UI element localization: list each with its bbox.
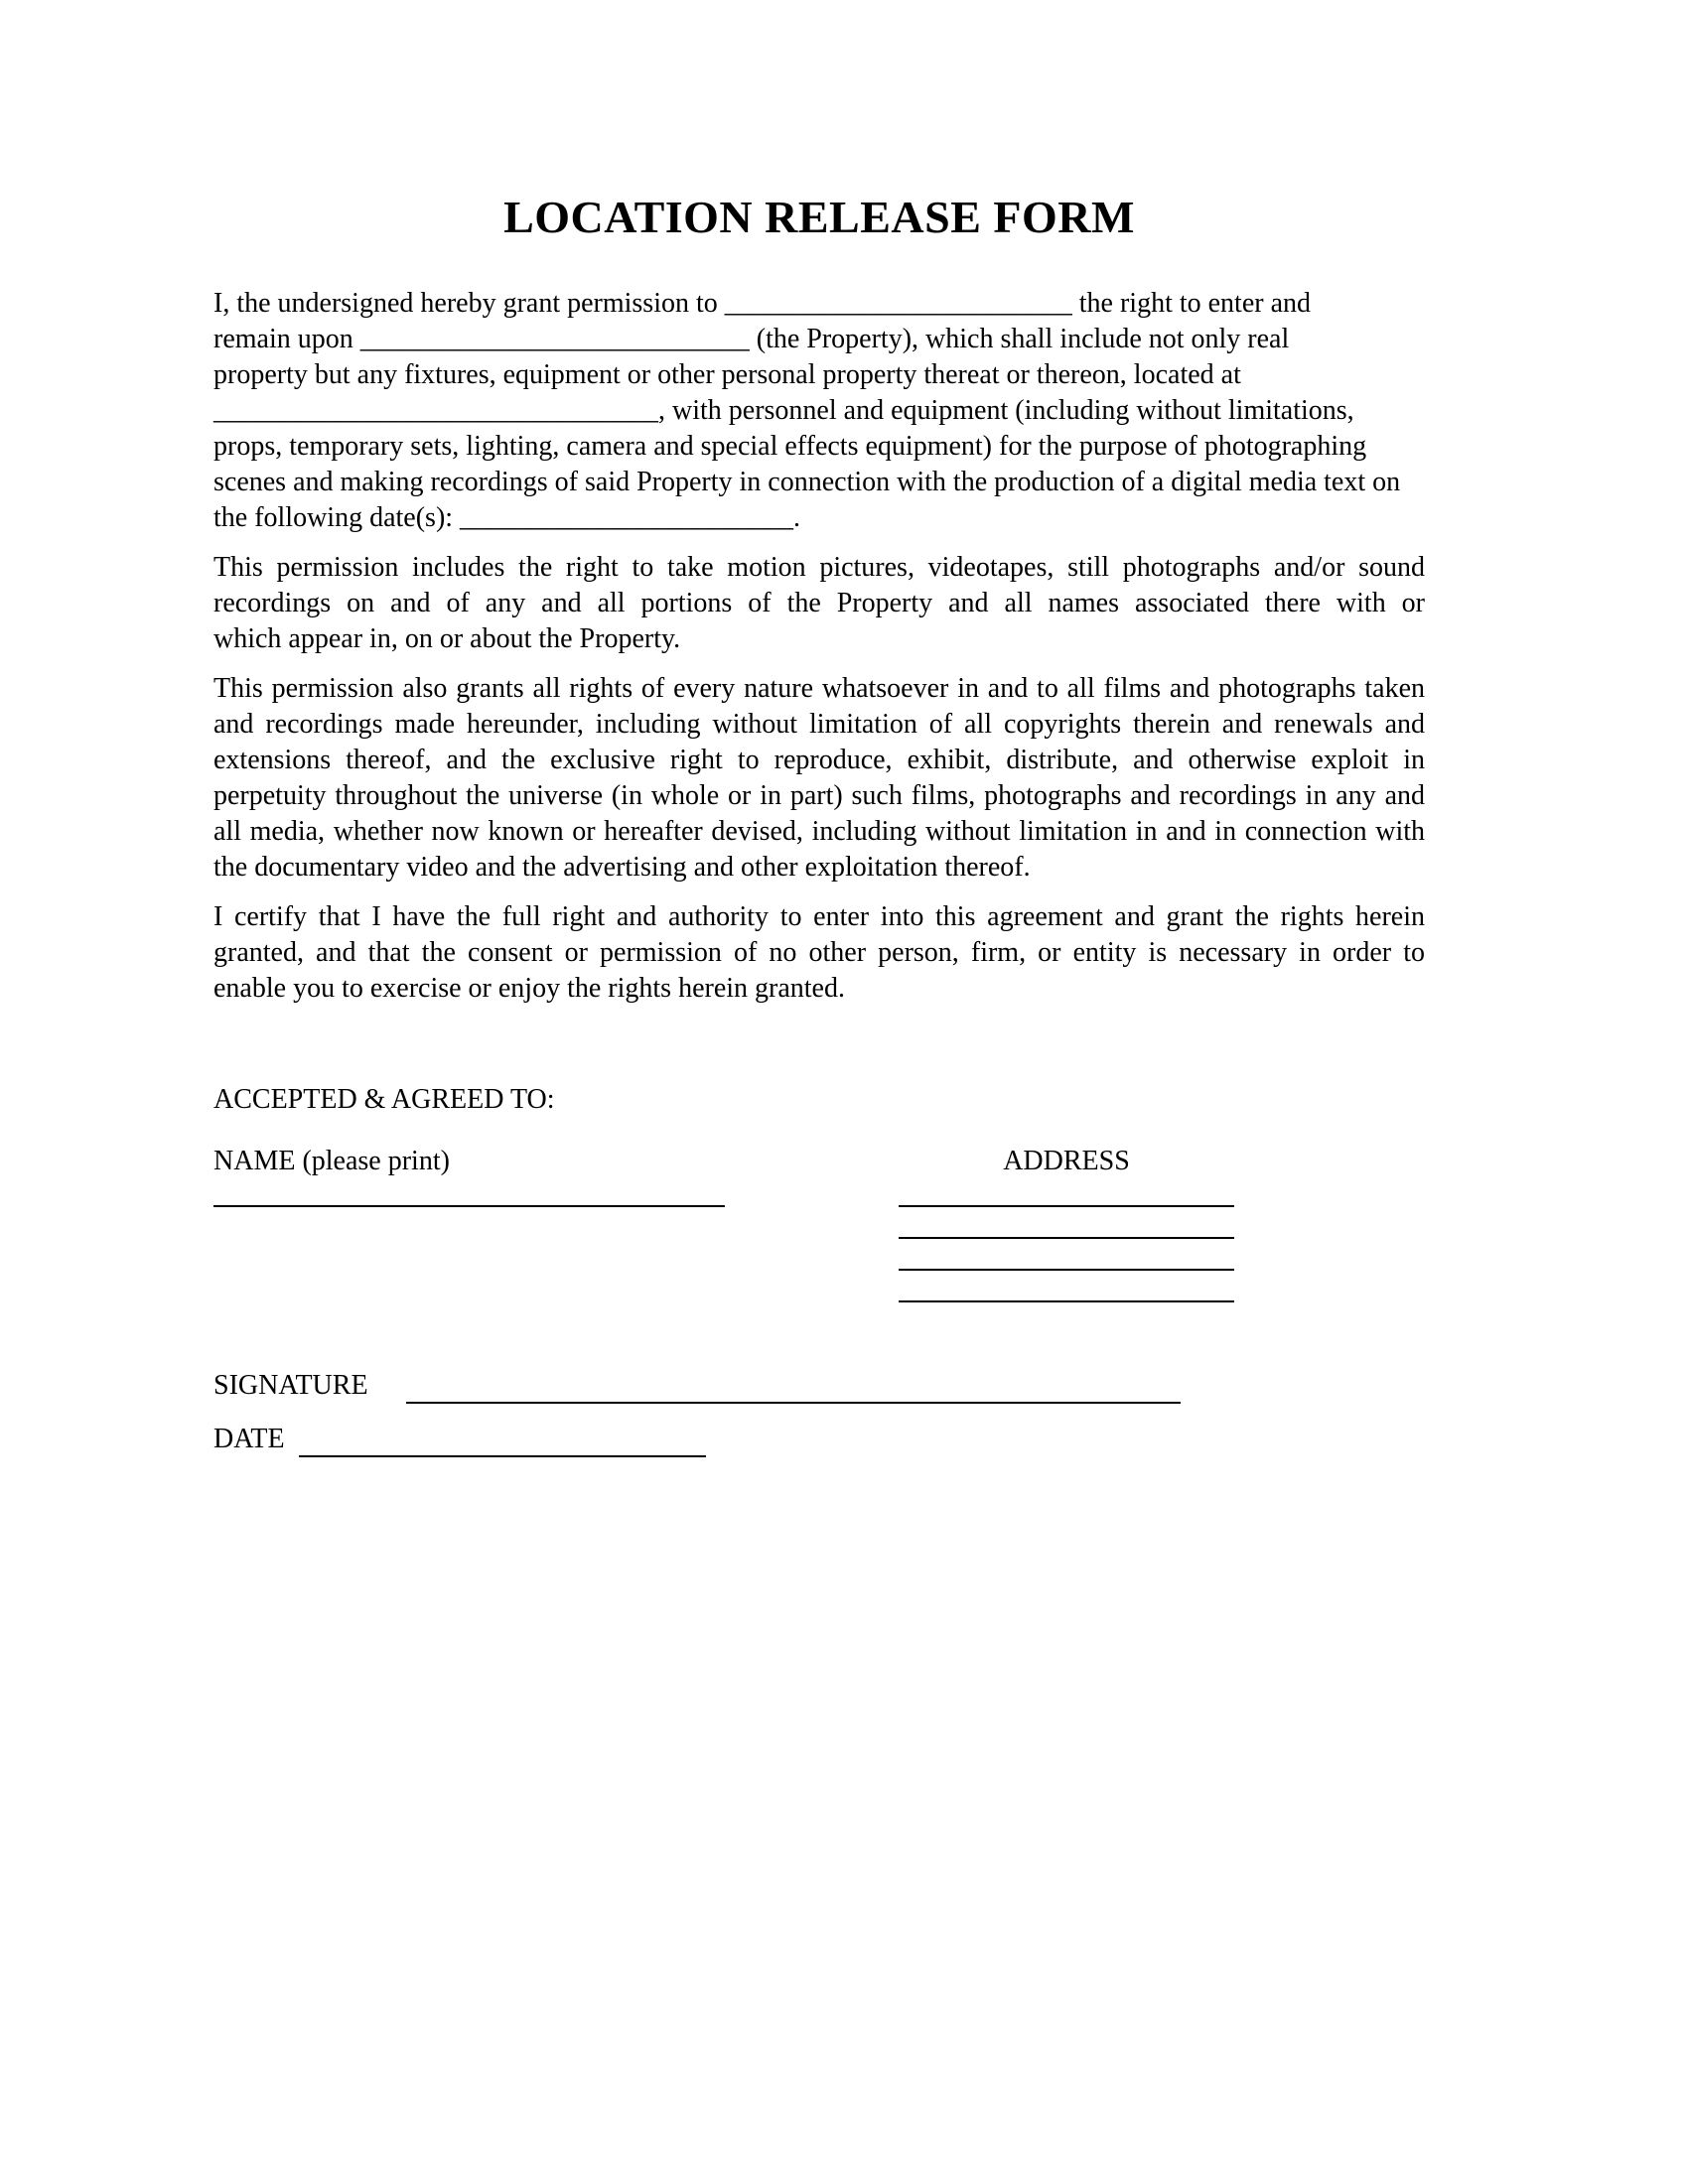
date-input-line[interactable] [299,1422,706,1457]
text-line: remain upon ____________________________ (the Property), which shall include not only real [213,324,1290,354]
text-line: all media, whether now known or hereafter devised, including without limitation in and in connection with [213,816,1425,847]
name-address-lines-row [213,1179,1425,1302]
text-line: perpetuity throughout the universe (in whole or in part) such films, photographs and recordings in any and [213,780,1425,811]
text-line: the documentary video and the advertising and other exploitation thereof. [213,852,1031,883]
text-line: extensions thereof, and the exclusive right to reproduce, exhibit, distribute, and otherwise exploit in [213,745,1425,775]
name-address-labels-row [213,1144,1425,1179]
date-row [213,1422,1425,1457]
name-label: NAME (please print) [213,1146,450,1176]
text-line: the following date(s): ________________________. [213,502,801,533]
accepted-agreed-label: ACCEPTED & AGREED TO: [213,1084,555,1115]
address-input-line-1[interactable] [899,1179,1234,1207]
text-line: granted, and that the consent or permission of no other person, firm, or entity is necessary in order to [213,937,1425,968]
text-line: ________________________________, with personnel and equipment (including without limitations, [213,395,1354,426]
date-label: DATE [213,1424,285,1454]
text-line: recordings on and of any and all portions of the Property and all names associated there with or [213,588,1425,618]
signature-input-line[interactable] [406,1368,1181,1404]
address-label: ADDRESS [1003,1146,1130,1176]
signature-row [213,1368,1425,1404]
text-line: I, the undersigned hereby grant permission to _________________________ the right to enter and [213,288,1312,319]
text-line: and recordings made hereunder, including without limitation of all copyrights therein and renewals and [213,709,1425,740]
paragraph-2 [213,550,1425,657]
text-line: which appear in, on or about the Property. [213,623,681,654]
page-title: LOCATION RELEASE FORM [503,192,1135,242]
text-line: scenes and making recordings of said Property in connection with the production of a digital media text on [213,467,1401,497]
text-line: This permission also grants all rights of every nature whatsoever in and to all films and photographs taken [213,673,1425,704]
signature-label: SIGNATURE [213,1370,368,1401]
address-input-line-2[interactable] [899,1207,1234,1239]
text-line: This permission includes the right to take motion pictures, videotapes, still photographs and/or sound [213,552,1425,583]
text-line: props, temporary sets, lighting, camera and special effects equipment) for the purpose of photographing [213,431,1367,462]
address-input-line-3[interactable] [899,1239,1234,1271]
paragraph-4 [213,899,1425,1007]
address-input-line-4[interactable] [899,1271,1234,1302]
text-line: property but any fixtures, equipment or other personal property thereat or thereon, located at [213,359,1241,390]
text-line: enable you to exercise or enjoy the rights herein granted. [213,973,845,1004]
text-line: I certify that I have the full right and authority to enter into this agreement and grant the rights herein [213,901,1425,932]
paragraph-1 [213,286,1425,536]
paragraph-3 [213,671,1425,886]
name-input-line[interactable] [213,1179,725,1207]
